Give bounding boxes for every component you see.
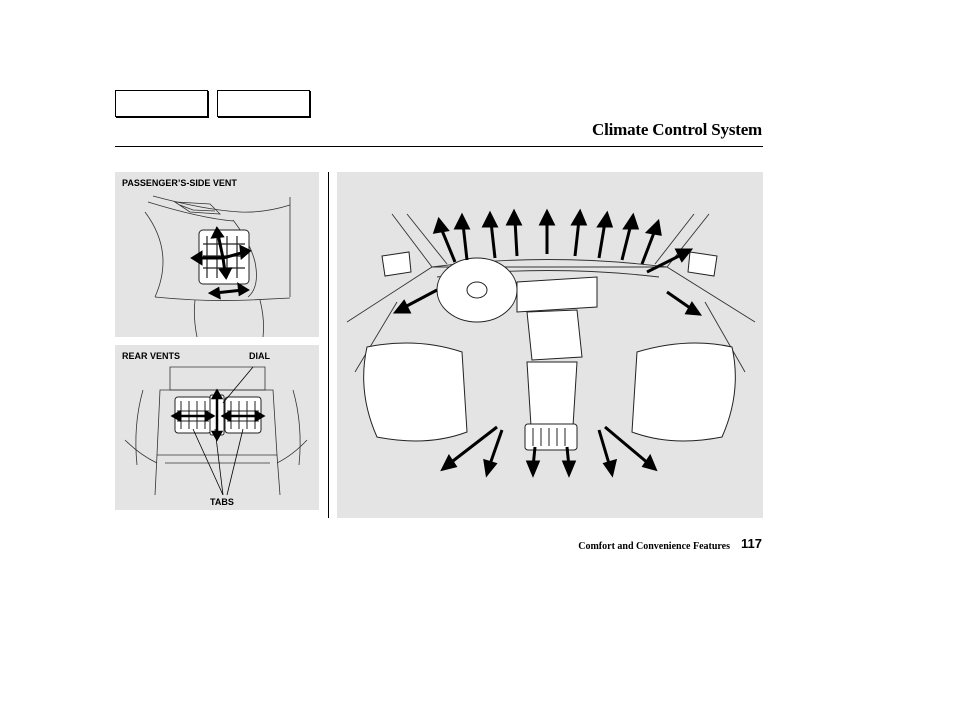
cabin-airflow-illustration [337, 172, 763, 518]
page-number: 117 [741, 536, 762, 551]
rear-vents-label: REAR VENTS [122, 351, 181, 361]
footer-section-title: Comfort and Convenience Features [578, 541, 730, 552]
rear-vents-figure [115, 345, 319, 510]
passenger-vent-figure [115, 172, 319, 337]
header-divider [115, 146, 763, 147]
nav-button-next[interactable] [217, 90, 310, 117]
nav-button-previous[interactable] [115, 90, 208, 117]
page-title: Climate Control System [592, 120, 762, 139]
rear-vents-illustration [115, 345, 319, 510]
tabs-label: TABS [210, 497, 234, 507]
passenger-vent-illustration [115, 172, 319, 337]
passenger-vent-label: PASSENGER’S-SIDE VENT [122, 178, 237, 188]
dial-label: DIAL [249, 351, 270, 361]
cabin-airflow-figure [337, 172, 763, 518]
column-divider [328, 172, 329, 518]
